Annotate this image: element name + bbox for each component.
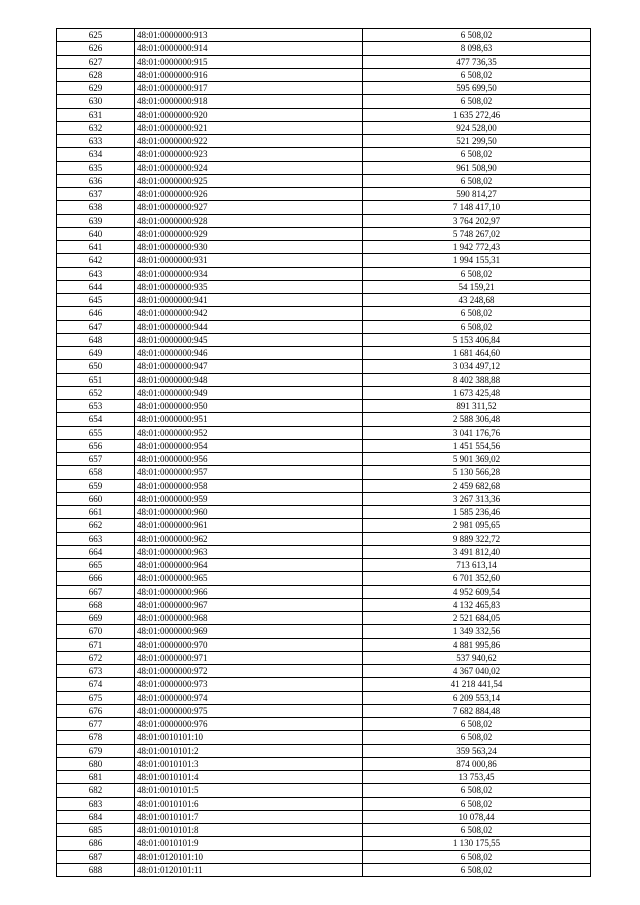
table-row: [57, 320, 591, 333]
row-number-cell: 632: [57, 121, 135, 134]
table-row: [57, 135, 591, 148]
row-number-cell: 657: [57, 453, 135, 466]
row-number-cell: 687: [57, 850, 135, 863]
table-row: [57, 691, 591, 704]
row-number-cell: 674: [57, 678, 135, 691]
cadastral-number-cell: 48:01:0000000:958: [135, 479, 363, 492]
table-row: [57, 333, 591, 346]
table-row: [57, 29, 591, 42]
row-number-cell: 627: [57, 55, 135, 68]
row-number-cell: 635: [57, 161, 135, 174]
row-number-cell: 639: [57, 214, 135, 227]
cadastral-value-cell: 7 148 417,10: [363, 201, 591, 214]
row-number-cell: 633: [57, 135, 135, 148]
cadastral-number-cell: 48:01:0000000:925: [135, 174, 363, 187]
row-number-cell: 659: [57, 479, 135, 492]
table-body: [57, 29, 591, 877]
cadastral-value-cell: 4 367 040,02: [363, 665, 591, 678]
row-number-cell: 651: [57, 373, 135, 386]
row-number-cell: 670: [57, 625, 135, 638]
table-row: [57, 280, 591, 293]
table-row: [57, 784, 591, 797]
cadastral-value-cell: 1 994 155,31: [363, 254, 591, 267]
cadastral-number-cell: 48:01:0010101:8: [135, 824, 363, 837]
cadastral-value-cell: 521 299,50: [363, 135, 591, 148]
cadastral-value-cell: 924 528,00: [363, 121, 591, 134]
cadastral-number-cell: 48:01:0010101:5: [135, 784, 363, 797]
row-number-cell: 630: [57, 95, 135, 108]
row-number-cell: 662: [57, 519, 135, 532]
cadastral-value-cell: 2 459 682,68: [363, 479, 591, 492]
cadastral-value-cell: 1 673 425,48: [363, 386, 591, 399]
cadastral-number-cell: 48:01:0000000:972: [135, 665, 363, 678]
table-row: [57, 148, 591, 161]
table-row: [57, 108, 591, 121]
cadastral-value-cell: 6 508,02: [363, 731, 591, 744]
cadastral-number-cell: 48:01:0000000:954: [135, 439, 363, 452]
cadastral-number-cell: 48:01:0000000:918: [135, 95, 363, 108]
row-number-cell: 641: [57, 241, 135, 254]
cadastral-value-cell: 5 153 406,84: [363, 333, 591, 346]
cadastral-number-cell: 48:01:0000000:971: [135, 651, 363, 664]
table-row: [57, 68, 591, 81]
row-number-cell: 663: [57, 532, 135, 545]
cadastral-number-cell: 48:01:0000000:922: [135, 135, 363, 148]
cadastral-value-cell: 6 508,02: [363, 718, 591, 731]
row-number-cell: 649: [57, 347, 135, 360]
cadastral-number-cell: 48:01:0000000:946: [135, 347, 363, 360]
cadastral-number-cell: 48:01:0000000:944: [135, 320, 363, 333]
cadastral-value-cell: 43 248,68: [363, 294, 591, 307]
row-number-cell: 668: [57, 598, 135, 611]
cadastral-value-cell: 9 889 322,72: [363, 532, 591, 545]
cadastral-value-cell: 6 508,02: [363, 850, 591, 863]
cadastral-value-cell: 41 218 441,54: [363, 678, 591, 691]
cadastral-value-cell: 8 402 388,88: [363, 373, 591, 386]
row-number-cell: 669: [57, 612, 135, 625]
cadastral-number-cell: 48:01:0010101:3: [135, 757, 363, 770]
cadastral-number-cell: 48:01:0000000:956: [135, 453, 363, 466]
cadastral-value-cell: 5 748 267,02: [363, 227, 591, 240]
table-row: [57, 731, 591, 744]
cadastral-number-cell: 48:01:0000000:926: [135, 188, 363, 201]
cadastral-value-cell: 6 508,02: [363, 307, 591, 320]
cadastral-value-cell: 2 521 684,05: [363, 612, 591, 625]
cadastral-value-cell: 5 901 369,02: [363, 453, 591, 466]
cadastral-value-cell: 590 814,27: [363, 188, 591, 201]
cadastral-value-cell: 6 508,02: [363, 824, 591, 837]
cadastral-number-cell: 48:01:0000000:928: [135, 214, 363, 227]
row-number-cell: 677: [57, 718, 135, 731]
cadastral-number-cell: 48:01:0010101:4: [135, 771, 363, 784]
cadastral-number-cell: 48:01:0000000:916: [135, 68, 363, 81]
table-row: [57, 612, 591, 625]
cadastral-value-cell: 537 940,62: [363, 651, 591, 664]
cadastral-value-cell: 4 132 465,83: [363, 598, 591, 611]
cadastral-value-cell: 54 159,21: [363, 280, 591, 293]
cadastral-value-cell: 7 682 884,48: [363, 704, 591, 717]
row-number-cell: 631: [57, 108, 135, 121]
table-row: [57, 850, 591, 863]
table-row: [57, 651, 591, 664]
cadastral-value-cell: 1 451 554,56: [363, 439, 591, 452]
row-number-cell: 655: [57, 426, 135, 439]
row-number-cell: 672: [57, 651, 135, 664]
table-row: [57, 267, 591, 280]
cadastral-value-cell: 6 508,02: [363, 29, 591, 42]
cadastral-value-cell: 1 585 236,46: [363, 506, 591, 519]
table-row: [57, 214, 591, 227]
cadastral-value-cell: 713 613,14: [363, 559, 591, 572]
cadastral-value-cell: 1 681 464,60: [363, 347, 591, 360]
cadastral-number-cell: 48:01:0000000:957: [135, 466, 363, 479]
cadastral-number-cell: 48:01:0000000:976: [135, 718, 363, 731]
cadastral-number-cell: 48:01:0000000:913: [135, 29, 363, 42]
cadastral-value-cell: 874 000,86: [363, 757, 591, 770]
table-row: [57, 585, 591, 598]
cadastral-value-cell: 6 508,02: [363, 267, 591, 280]
cadastral-number-cell: 48:01:0000000:949: [135, 386, 363, 399]
row-number-cell: 653: [57, 400, 135, 413]
cadastral-value-cell: 1 942 772,43: [363, 241, 591, 254]
table-row: [57, 95, 591, 108]
cadastral-value-cell: 6 508,02: [363, 174, 591, 187]
cadastral-value-cell: 961 508,90: [363, 161, 591, 174]
row-number-cell: 667: [57, 585, 135, 598]
table-row: [57, 188, 591, 201]
row-number-cell: 684: [57, 810, 135, 823]
row-number-cell: 650: [57, 360, 135, 373]
table-row: [57, 254, 591, 267]
table-row: [57, 506, 591, 519]
cadastral-number-cell: 48:01:0000000:963: [135, 545, 363, 558]
cadastral-value-cell: 2 981 095,65: [363, 519, 591, 532]
cadastral-value-cell: 359 563,24: [363, 744, 591, 757]
cadastral-value-cell: 13 753,45: [363, 771, 591, 784]
cadastral-number-cell: 48:01:0000000:960: [135, 506, 363, 519]
cadastral-number-cell: 48:01:0000000:931: [135, 254, 363, 267]
cadastral-value-cell: 10 078,44: [363, 810, 591, 823]
cadastral-number-cell: 48:01:0000000:929: [135, 227, 363, 240]
cadastral-number-cell: 48:01:0010101:6: [135, 797, 363, 810]
table-row: [57, 492, 591, 505]
cadastral-number-cell: 48:01:0000000:924: [135, 161, 363, 174]
row-number-cell: 676: [57, 704, 135, 717]
cadastral-number-cell: 48:01:0000000:952: [135, 426, 363, 439]
cadastral-number-cell: 48:01:0000000:968: [135, 612, 363, 625]
cadastral-number-cell: 48:01:0000000:967: [135, 598, 363, 611]
cadastral-number-cell: 48:01:0000000:935: [135, 280, 363, 293]
row-number-cell: 658: [57, 466, 135, 479]
table-row: [57, 824, 591, 837]
table-row: [57, 294, 591, 307]
row-number-cell: 661: [57, 506, 135, 519]
row-number-cell: 671: [57, 638, 135, 651]
row-number-cell: 643: [57, 267, 135, 280]
row-number-cell: 640: [57, 227, 135, 240]
table-row: [57, 121, 591, 134]
table-row: [57, 466, 591, 479]
table-row: [57, 360, 591, 373]
table-row: [57, 82, 591, 95]
cadastral-value-cell: 1 349 332,56: [363, 625, 591, 638]
row-number-cell: 626: [57, 42, 135, 55]
cadastral-number-cell: 48:01:0000000:969: [135, 625, 363, 638]
cadastral-value-cell: 4 952 609,54: [363, 585, 591, 598]
table-row: [57, 744, 591, 757]
cadastral-value-cell: 4 881 995,86: [363, 638, 591, 651]
cadastral-value-cell: 477 736,35: [363, 55, 591, 68]
table-row: [57, 426, 591, 439]
row-number-cell: 679: [57, 744, 135, 757]
cadastral-number-cell: 48:01:0000000:942: [135, 307, 363, 320]
row-number-cell: 665: [57, 559, 135, 572]
cadastral-number-cell: 48:01:0000000:921: [135, 121, 363, 134]
table-row: [57, 532, 591, 545]
row-number-cell: 688: [57, 863, 135, 876]
cadastral-number-cell: 48:01:0000000:930: [135, 241, 363, 254]
table-row: [57, 757, 591, 770]
table-row: [57, 479, 591, 492]
cadastral-number-cell: 48:01:0000000:975: [135, 704, 363, 717]
cadastral-number-cell: 48:01:0000000:961: [135, 519, 363, 532]
table-row: [57, 665, 591, 678]
table-row: [57, 625, 591, 638]
table-row: [57, 161, 591, 174]
cadastral-value-cell: 6 508,02: [363, 797, 591, 810]
row-number-cell: 652: [57, 386, 135, 399]
cadastral-number-cell: 48:01:0000000:947: [135, 360, 363, 373]
row-number-cell: 681: [57, 771, 135, 784]
table-row: [57, 201, 591, 214]
cadastral-value-cell: 3 034 497,12: [363, 360, 591, 373]
table-row: [57, 598, 591, 611]
cadastral-value-cell: 1 635 272,46: [363, 108, 591, 121]
cadastral-number-cell: 48:01:0000000:920: [135, 108, 363, 121]
row-number-cell: 680: [57, 757, 135, 770]
cadastral-value-cell: 1 130 175,55: [363, 837, 591, 850]
table-row: [57, 863, 591, 876]
table-row: [57, 373, 591, 386]
table-row: [57, 519, 591, 532]
table-row: [57, 771, 591, 784]
cadastral-value-cell: 6 508,02: [363, 68, 591, 81]
cadastral-number-cell: 48:01:0010101:9: [135, 837, 363, 850]
cadastral-number-cell: 48:01:0000000:950: [135, 400, 363, 413]
cadastral-value-cell: 6 508,02: [363, 95, 591, 108]
row-number-cell: 646: [57, 307, 135, 320]
cadastral-number-cell: 48:01:0000000:914: [135, 42, 363, 55]
row-number-cell: 634: [57, 148, 135, 161]
cadastral-value-cell: 2 588 306,48: [363, 413, 591, 426]
cadastral-value-cell: 6 701 352,60: [363, 572, 591, 585]
table-row: [57, 837, 591, 850]
row-number-cell: 678: [57, 731, 135, 744]
row-number-cell: 683: [57, 797, 135, 810]
table-row: [57, 307, 591, 320]
cadastral-number-cell: 48:01:0120101:10: [135, 850, 363, 863]
row-number-cell: 660: [57, 492, 135, 505]
table-row: [57, 386, 591, 399]
cadastral-number-cell: 48:01:0010101:10: [135, 731, 363, 744]
table-row: [57, 174, 591, 187]
cadastral-value-cell: 8 098,63: [363, 42, 591, 55]
cadastral-value-cell: 6 209 553,14: [363, 691, 591, 704]
table-row: [57, 559, 591, 572]
table-row: [57, 797, 591, 810]
cadastral-number-cell: 48:01:0000000:970: [135, 638, 363, 651]
cadastral-number-cell: 48:01:0000000:945: [135, 333, 363, 346]
table-row: [57, 453, 591, 466]
row-number-cell: 638: [57, 201, 135, 214]
cadastral-value-cell: 6 508,02: [363, 148, 591, 161]
table-row: [57, 638, 591, 651]
cadastral-value-cell: 3 491 812,40: [363, 545, 591, 558]
table-row: [57, 413, 591, 426]
row-number-cell: 625: [57, 29, 135, 42]
table-row: [57, 347, 591, 360]
cadastral-number-cell: 48:01:0000000:962: [135, 532, 363, 545]
table-row: [57, 678, 591, 691]
row-number-cell: 629: [57, 82, 135, 95]
cadastral-number-cell: 48:01:0120101:11: [135, 863, 363, 876]
cadastral-value-cell: 3 041 176,76: [363, 426, 591, 439]
cadastral-number-cell: 48:01:0000000:964: [135, 559, 363, 572]
row-number-cell: 666: [57, 572, 135, 585]
cadastral-number-cell: 48:01:0000000:951: [135, 413, 363, 426]
table-row: [57, 227, 591, 240]
cadastral-value-table: [56, 28, 591, 877]
table-row: [57, 810, 591, 823]
row-number-cell: 648: [57, 333, 135, 346]
cadastral-number-cell: 48:01:0000000:966: [135, 585, 363, 598]
cadastral-value-cell: 6 508,02: [363, 784, 591, 797]
cadastral-number-cell: 48:01:0000000:965: [135, 572, 363, 585]
row-number-cell: 628: [57, 68, 135, 81]
cadastral-value-cell: 5 130 566,28: [363, 466, 591, 479]
table-row: [57, 572, 591, 585]
row-number-cell: 636: [57, 174, 135, 187]
cadastral-number-cell: 48:01:0000000:927: [135, 201, 363, 214]
row-number-cell: 642: [57, 254, 135, 267]
table-row: [57, 42, 591, 55]
row-number-cell: 654: [57, 413, 135, 426]
table-row: [57, 545, 591, 558]
cadastral-value-cell: 891 311,52: [363, 400, 591, 413]
cadastral-value-cell: 6 508,02: [363, 320, 591, 333]
table-row: [57, 55, 591, 68]
cadastral-number-cell: 48:01:0000000:915: [135, 55, 363, 68]
cadastral-number-cell: 48:01:0000000:973: [135, 678, 363, 691]
cadastral-number-cell: 48:01:0000000:959: [135, 492, 363, 505]
cadastral-number-cell: 48:01:0000000:917: [135, 82, 363, 95]
cadastral-number-cell: 48:01:0010101:2: [135, 744, 363, 757]
cadastral-value-cell: 3 267 313,36: [363, 492, 591, 505]
table-row: [57, 718, 591, 731]
cadastral-value-cell: 3 764 202,97: [363, 214, 591, 227]
row-number-cell: 685: [57, 824, 135, 837]
row-number-cell: 682: [57, 784, 135, 797]
row-number-cell: 645: [57, 294, 135, 307]
cadastral-number-cell: 48:01:0000000:948: [135, 373, 363, 386]
cadastral-value-cell: 6 508,02: [363, 863, 591, 876]
row-number-cell: 637: [57, 188, 135, 201]
cadastral-number-cell: 48:01:0010101:7: [135, 810, 363, 823]
row-number-cell: 656: [57, 439, 135, 452]
row-number-cell: 644: [57, 280, 135, 293]
table-row: [57, 241, 591, 254]
cadastral-number-cell: 48:01:0000000:941: [135, 294, 363, 307]
row-number-cell: 675: [57, 691, 135, 704]
cadastral-number-cell: 48:01:0000000:934: [135, 267, 363, 280]
table-row: [57, 400, 591, 413]
row-number-cell: 647: [57, 320, 135, 333]
cadastral-number-cell: 48:01:0000000:923: [135, 148, 363, 161]
cadastral-number-cell: 48:01:0000000:974: [135, 691, 363, 704]
row-number-cell: 686: [57, 837, 135, 850]
row-number-cell: 673: [57, 665, 135, 678]
cadastral-value-cell: 595 699,50: [363, 82, 591, 95]
table-row: [57, 439, 591, 452]
row-number-cell: 664: [57, 545, 135, 558]
table-row: [57, 704, 591, 717]
